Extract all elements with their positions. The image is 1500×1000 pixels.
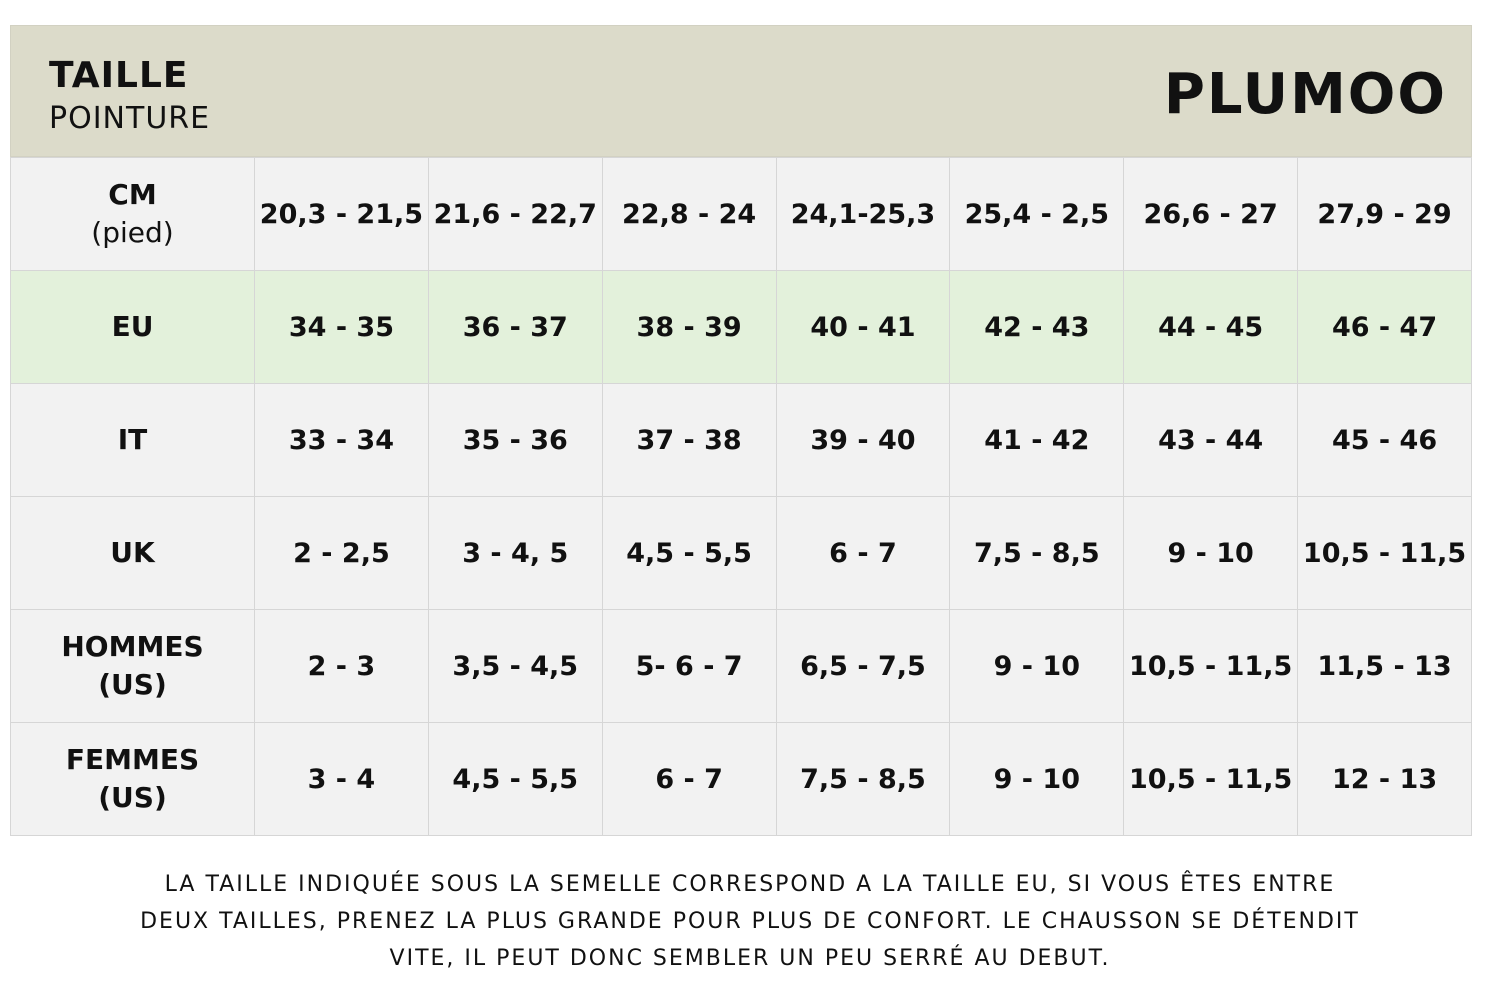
table-row-eu — [11, 271, 1472, 384]
sizing-note — [30, 866, 1470, 977]
table-cell: 6 - 7 — [776, 497, 950, 610]
row-label: UK — [11, 497, 255, 610]
table-cell: 44 - 45 — [1124, 271, 1298, 384]
table-cell: 27,9 - 29 — [1298, 158, 1472, 271]
table-row-femmes-us — [11, 723, 1472, 836]
table-cell: 9 - 10 — [950, 723, 1124, 836]
row-label-line2: (US) — [98, 668, 167, 701]
table-cell: 21,6 - 22,7 — [428, 158, 602, 271]
table-cell: 9 - 10 — [1124, 497, 1298, 610]
row-label: IT — [11, 384, 255, 497]
chart-title: TAILLE — [49, 55, 189, 96]
row-label — [11, 723, 255, 836]
table-cell: 10,5 - 11,5 — [1124, 723, 1298, 836]
table-cell: 43 - 44 — [1124, 384, 1298, 497]
table-cell: 25,4 - 2,5 — [950, 158, 1124, 271]
row-label-line2: (pied) — [91, 216, 174, 249]
table-cell: 36 - 37 — [428, 271, 602, 384]
row-label — [11, 158, 255, 271]
table-cell: 9 - 10 — [950, 610, 1124, 723]
table-row-uk — [11, 497, 1472, 610]
table-cell: 3 - 4 — [255, 723, 429, 836]
table-row-cm — [11, 158, 1472, 271]
table-cell: 45 - 46 — [1298, 384, 1472, 497]
table-cell: 3 - 4, 5 — [428, 497, 602, 610]
table-cell: 12 - 13 — [1298, 723, 1472, 836]
table-cell: 46 - 47 — [1298, 271, 1472, 384]
sizing-note-line: LA TAILLE INDIQUÉE SOUS LA SEMELLE CORRESPOND A LA TAILLE EU, SI VOUS ÊTES ENTRE — [164, 872, 1336, 897]
table-cell: 37 - 38 — [602, 384, 776, 497]
sizing-note-line: DEUX TAILLES, PRENEZ LA PLUS GRANDE POUR PLUS DE CONFORT. LE CHAUSSON SE DÉTENDIT — [140, 909, 1360, 934]
table-cell: 10,5 - 11,5 — [1298, 497, 1472, 610]
table-cell: 39 - 40 — [776, 384, 950, 497]
table-cell: 5- 6 - 7 — [602, 610, 776, 723]
table-row-it — [11, 384, 1472, 497]
chart-subtitle: POINTURE — [49, 101, 211, 136]
table-cell: 24,1-25,3 — [776, 158, 950, 271]
table-cell: 26,6 - 27 — [1124, 158, 1298, 271]
table-cell: 33 - 34 — [255, 384, 429, 497]
size-table — [10, 157, 1472, 836]
table-cell: 3,5 - 4,5 — [428, 610, 602, 723]
row-label-line1: FEMMES — [65, 743, 200, 776]
row-label-line2: (US) — [98, 781, 167, 814]
size-chart — [10, 25, 1472, 836]
table-cell: 38 - 39 — [602, 271, 776, 384]
table-cell: 40 - 41 — [776, 271, 950, 384]
table-cell: 6 - 7 — [602, 723, 776, 836]
row-label-line1: CM — [108, 178, 157, 211]
table-cell: 11,5 - 13 — [1298, 610, 1472, 723]
row-label — [11, 610, 255, 723]
table-cell: 4,5 - 5,5 — [428, 723, 602, 836]
table-cell: 7,5 - 8,5 — [950, 497, 1124, 610]
table-cell: 35 - 36 — [428, 384, 602, 497]
table-cell: 34 - 35 — [255, 271, 429, 384]
row-label-line1: HOMMES — [61, 630, 204, 663]
table-cell: 4,5 - 5,5 — [602, 497, 776, 610]
table-cell: 6,5 - 7,5 — [776, 610, 950, 723]
table-cell: 2 - 3 — [255, 610, 429, 723]
table-cell: 20,3 - 21,5 — [255, 158, 429, 271]
table-cell: 42 - 43 — [950, 271, 1124, 384]
brand-logo-text: PLUMOO — [1163, 62, 1447, 127]
table-cell: 10,5 - 11,5 — [1124, 610, 1298, 723]
table-cell: 7,5 - 8,5 — [776, 723, 950, 836]
table-row-hommes-us — [11, 610, 1472, 723]
table-cell: 22,8 - 24 — [602, 158, 776, 271]
table-cell: 41 - 42 — [950, 384, 1124, 497]
sizing-note-line: VITE, IL PEUT DONC SEMBLER UN PEU SERRÉ AU DEBUT. — [389, 946, 1111, 971]
chart-header — [10, 25, 1472, 157]
row-label: EU — [11, 271, 255, 384]
table-cell: 2 - 2,5 — [255, 497, 429, 610]
